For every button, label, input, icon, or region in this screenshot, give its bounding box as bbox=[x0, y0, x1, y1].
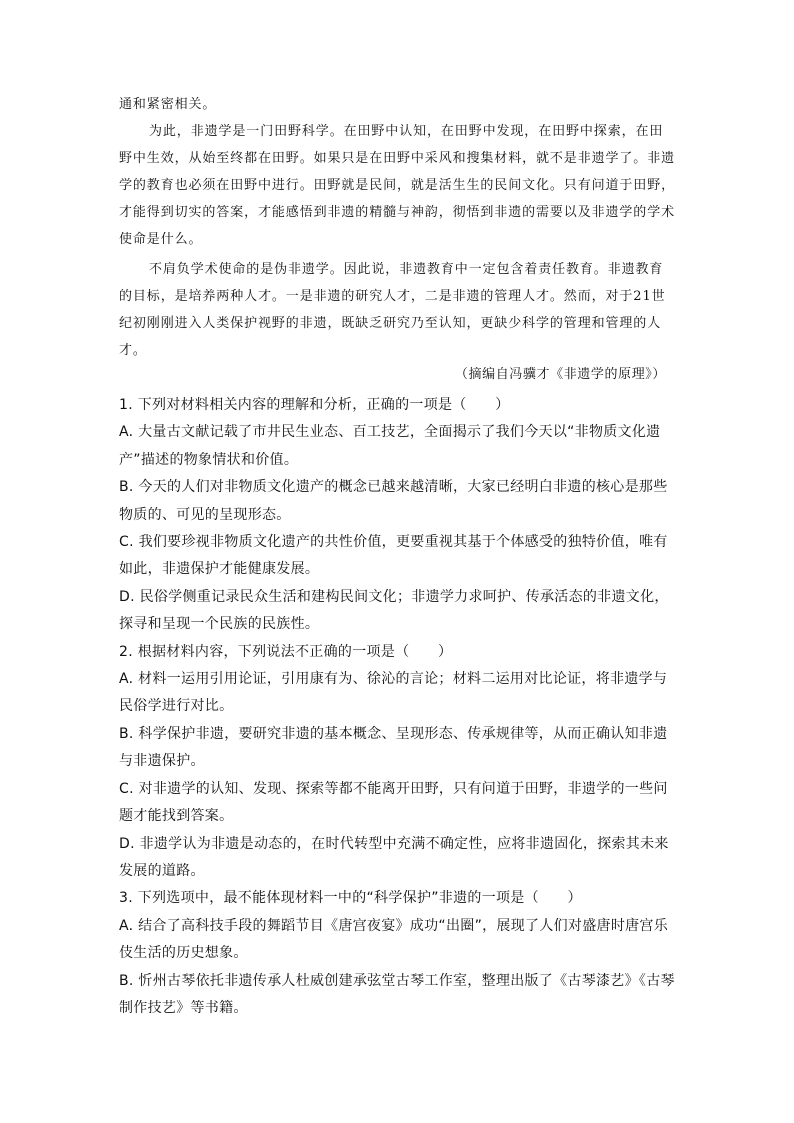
option-b: B. 忻州古琴依托非遗传承人杜威创建承弦堂古琴工作室，整理出版了《古琴漆艺》《古琴制作技艺》等书籍。 bbox=[119, 972, 675, 1016]
option-a: A. 材料一运用引用论证，引用康有为、徐沁的言论；材料二运用对比论证，将非遗学与民俗学进行对比。 bbox=[119, 671, 668, 715]
option-d: D. 民俗学侧重记录民众生活和建构民间文化；非遗学力求呵护、传承活态的非遗文化，探寻和呈现一个民族的民族性。 bbox=[119, 588, 669, 633]
question-stem: 1. 下列对材料相关内容的理解和分析，正确的一项是（ ） bbox=[119, 397, 510, 413]
passage-paragraph-0 bbox=[119, 91, 675, 118]
passage-paragraph-1 bbox=[119, 118, 675, 253]
question-stem: 2. 根据材料内容，下列说法不正确的一项是（ ） bbox=[119, 643, 453, 660]
option-d: D. 非遗学认为非遗是动态的，在时代转型中充满不确定性，应将非遗固化，探索其未来发展的道路。 bbox=[119, 835, 669, 879]
passage-text: 不肩负学术使命的是伪非遗学。因此说，非遗教育中一定包含着责任教育。非遗教育的目标，是培养两种人才。一是非遗的研究人才，二是非遗的管理人才。然而，对于21世纪初刚刚进入人类保护视野的非遗，既缺乏研究乃至认知，更缺少科学的管理和管理的人才。 bbox=[119, 262, 666, 358]
option-b: B. 科学保护非遗，要研究非遗的基本概念、呈现形态、传承规律等，从而正确认知非遗与非遗保护。 bbox=[119, 725, 668, 770]
option-b: B. 今天的人们对非物质文化遗产的概念已越来越清晰，大家已经明白非遗的核心是那些物质的、可见的呈现形态。 bbox=[119, 479, 668, 523]
option-c: C. 我们要珍视非物质文化遗产的共性价值，更要重视其基于个体感受的独特价值，唯有如此，非遗保护才能健康发展。 bbox=[119, 534, 668, 578]
option-a: A. 大量古文献记载了市井民生业态、百工技艺，全面揭示了我们今天以“非物质文化遗产”描述的物象情状和价值。 bbox=[119, 424, 661, 468]
passage-text: 为此，非遗学是一门田野科学。在田野中认知，在田野中发现，在田野中探索，在田野中生效，从始至终都在田野。如果只是在田野中采风和搜集材料，就不是非遗学了。非遗学的教育也必须在田野中进行。田野就是民间，就是活生生的民间文化。只有问道于田野，才能得到切实的答案，才能感悟到非遗的精髓与神韵，彻悟到非遗的需要以及非遗学的学术使命是什么。 bbox=[119, 124, 676, 247]
option-a: A. 结合了高科技手段的舞蹈节目《唐宫夜宴》成功“出圈”，展现了人们对盛唐时唐宫乐伎生活的历史想象。 bbox=[119, 917, 669, 962]
passage-paragraph-2 bbox=[119, 256, 675, 364]
question-stem: 3. 下列选项中，最不能体现材料一中的“科学保护”非遗的一项是（ ） bbox=[119, 890, 582, 907]
passage-text: 通和紧密相关。 bbox=[119, 97, 217, 112]
option-c: C. 对非遗学的认知、发现、探索等都不能离开田野，只有问道于田野，非遗学的一些问题才能找到答案。 bbox=[119, 780, 668, 825]
questions-section bbox=[119, 392, 679, 1022]
source-citation: （摘编自冯骥才《非遗学的原理》） bbox=[454, 367, 666, 382]
